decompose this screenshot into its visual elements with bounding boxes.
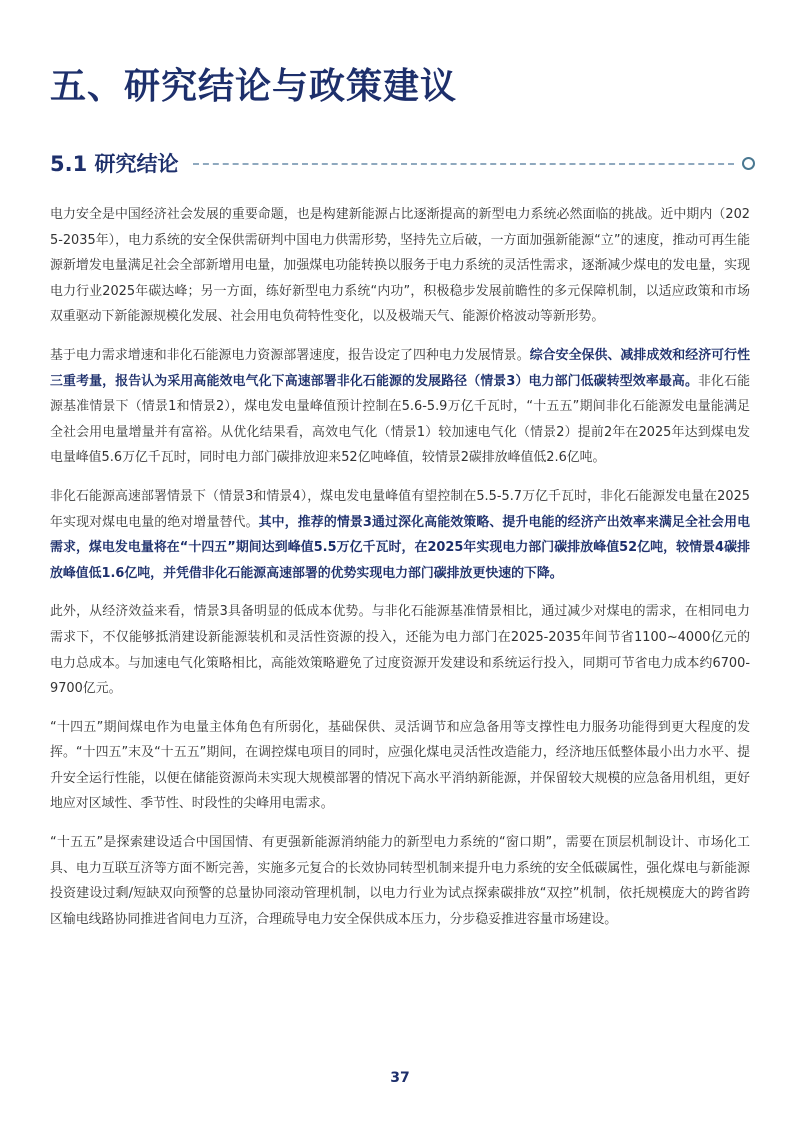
- section-title: 5.1 研究结论: [50, 152, 179, 176]
- paragraph: [50, 202, 750, 330]
- body-text: [50, 202, 750, 945]
- paragraph: [50, 343, 750, 471]
- text-run: 非化石能源高速部署情景下（情景3和情景4），煤电发电量峰值有望控制在5.5-5.7万亿千瓦时，非化石能源发电量在2025年实现对煤电电量的绝对增量替代。: [50, 488, 750, 530]
- text-run: 此外，从经济效益来看，情景3具备明显的低成本优势。与非化石能源基准情景相比，通过减少对煤电的需求，在相同电力需求下，不仅能够抵消建设新能源装机和灵活性资源的投入，还能为电力部门在2025-2035年间节省1100~4000亿元的电力总成本。与加速电气化策略相比，高能效策略避免了过度资源开发建设和系统运行投入，同期可节省电力成本约6700-9700亿元。: [50, 604, 750, 697]
- highlight-run: 综合安全保供、减排成效和经济可行性三重考量，报告认为采用高能效电气化下高速部署非化石能源的发展路径（情景3）电力部门低碳转型效率最高。: [50, 347, 751, 389]
- page-number: 37: [390, 1070, 410, 1086]
- circle-icon: [742, 157, 755, 170]
- text-run: 电力安全是中国经济社会发展的重要命题，也是构建新能源占比逐渐提高的新型电力系统必然面临的挑战。近中期内（2025-2035年），电力系统的安全保供需研判中国电力供需形势，坚持先立后破，一方面加强新能源“立”的速度，推动可再生能源新增发电量满足社会全部新增用电量，加强煤电功能转换以服务于电力系统的灵活性需求，逐渐减少煤电的发电量，实现电力行业2025年碳达峰；另一方面，练好新型电力系统“内功”，积极稳步发展前瞻性的多元保障机制，以适应政策和市场双重驱动下新能源规模化发展、社会用电负荷特性变化，以及极端天气、能源价格波动等新形势。: [50, 207, 750, 325]
- text-run: 基于电力需求增速和非化石能源电力资源部署速度，报告设定了四种电力发展情景。: [50, 347, 530, 363]
- text-run: “十五五”是探索建设适合中国国情、有更强新能源消纳能力的新型电力系统的“窗口期”，需要在顶层机制设计、市场化工具、电力互联互济等方面不断完善，实施多元复合的长效协同转型机制来提升电力系统的安全低碳属性，强化煤电与新能源投资建设过剩/短缺双向预警的总量协同滚动管理机制，以电力行业为试点探索碳排放“双控”机制，依托规模庞大的跨省跨区输电线路协同推进省间电力互济，合理疏导电力安全保供成本压力，分步稳妥推进容量市场建设。: [50, 835, 750, 927]
- section-divider: [193, 163, 734, 165]
- chapter-title: 五、研究结论与政策建议: [50, 66, 458, 107]
- text-run: 非化石能源基准情景下（情景1和情景2），煤电发电量峰值预计控制在5.6-5.9万亿千瓦时，“十五五”期间非化石能源发电量能满足全社会用电量增量并有富裕。从优化结果看，高效电气化（情景1）较加速电气化（情景2）提前2年在2025年达到煤电发电量峰值5.6万亿千瓦时，同时电力部门碳排放迎来52亿吨峰值，较情景2碳排放峰值低2.6亿吨。: [50, 373, 751, 466]
- paragraph: [50, 830, 750, 932]
- text-run: “十四五”期间煤电作为电量主体角色有所弱化，基础保供、灵活调节和应急备用等支撑性电力服务功能得到更大程度的发挥。“十四五”末及“十五五”期间，在调控煤电项目的同时，应强化煤电灵活性改造能力，经济地压低整体最小出力水平、提升安全运行性能，以便在储能资源尚未实现大规模部署的情况下高水平消纳新能源，并保留较大规模的应急备用机组，更好地应对区域性、季节性、时段性的尖峰用电需求。: [50, 719, 750, 812]
- paragraph: [50, 715, 750, 817]
- section-header: [50, 148, 755, 178]
- paragraph: [50, 484, 750, 586]
- paragraph: [50, 599, 750, 701]
- highlight-run: 其中，推荐的情景3通过深化高能效策略、提升电能的经济产出效率来满足全社会用电需求，煤电发电量将在“十四五”期间达到峰值5.5万亿千瓦时，在2025年实现电力部门碳排放峰值52亿吨，较情景4碳排放峰值低1.6亿吨，并凭借非化石能源高速部署的优势实现电力部门碳排放更快速的下降。: [50, 514, 751, 581]
